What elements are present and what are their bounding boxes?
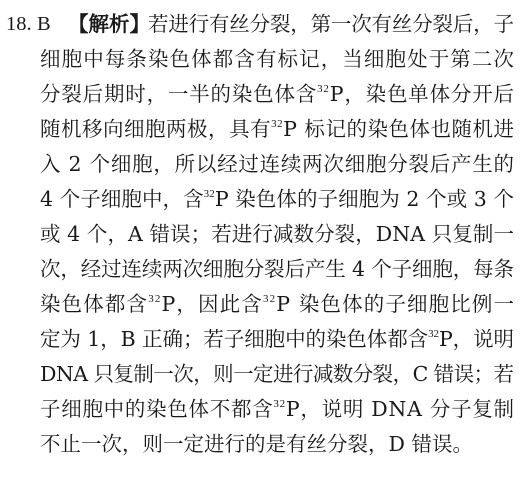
isotope-superscript: 32 <box>271 118 284 130</box>
text-run: P 染色体的子细胞为 2 个或 3 个 <box>214 187 515 211</box>
text-run: 4 个子细胞中，含 <box>40 187 204 211</box>
isotope-superscript: 32 <box>203 188 215 200</box>
analysis-tag: 【解析】 <box>68 12 150 36</box>
text-run: 入 2 个细胞，所以经过连续两次细胞分裂后产生的 <box>40 152 515 176</box>
text-run: 定为 1，B 正确；若子细胞中的染色体都含 <box>40 327 429 351</box>
text-run: P 染色体的子细胞比例一 <box>276 292 516 316</box>
text-line-1 <box>0 6 525 42</box>
text-run: DNA 只复制一次，则一定进行减数分裂，C 错误；若 <box>40 362 514 386</box>
text-run: 细胞中每条染色体都含有标记，当细胞处于第二次 <box>40 47 516 71</box>
text-run: 次，经过连续两次细胞分裂后产生 4 个子细胞，每条 <box>40 257 514 281</box>
text-line-11 <box>0 356 525 392</box>
text-run: 或 4 个，A 错误；若进行减数分裂，DNA 只复制一 <box>40 222 515 246</box>
text-run: 若进行有丝分裂，第一次有丝分裂后，子 <box>148 12 514 36</box>
text-run: P，染色单体分开后 <box>329 82 515 106</box>
isotope-superscript: 32 <box>273 398 286 410</box>
isotope-superscript: 32 <box>428 328 439 340</box>
text-line-2 <box>0 41 525 77</box>
text-run: 随机移向细胞两极，具有 <box>40 117 272 141</box>
text-line-6 <box>0 181 525 217</box>
text-run: 分裂后期时，一半的染色体含 <box>40 82 318 106</box>
question-number: 18. <box>6 13 32 35</box>
answer-letter: B <box>37 13 51 35</box>
text-run: 染色体都含 <box>40 292 149 316</box>
text-line-7 <box>0 216 525 252</box>
text-line-13 <box>0 426 525 462</box>
text-run: P，因此含 <box>161 292 263 316</box>
text-line-12 <box>0 391 525 427</box>
text-line-4 <box>0 111 525 147</box>
isotope-superscript: 32 <box>317 83 330 95</box>
text-run: 不止一次，则一定进行的是有丝分裂，D 错误。 <box>40 432 473 456</box>
isotope-superscript: 32 <box>148 293 162 305</box>
text-line-5 <box>0 146 525 182</box>
text-run: P，说明 DNA 分子复制 <box>285 397 515 421</box>
text-run: P 标记的染色体也随机进 <box>283 117 515 141</box>
isotope-superscript: 32 <box>262 293 277 305</box>
text-line-10 <box>0 321 525 357</box>
text-run: P，说明 <box>438 327 514 351</box>
text-line-8 <box>0 251 525 287</box>
text-run: 子细胞中的染色体不都含 <box>40 397 274 421</box>
text-line-9 <box>0 286 525 322</box>
text-line-3 <box>0 76 525 112</box>
